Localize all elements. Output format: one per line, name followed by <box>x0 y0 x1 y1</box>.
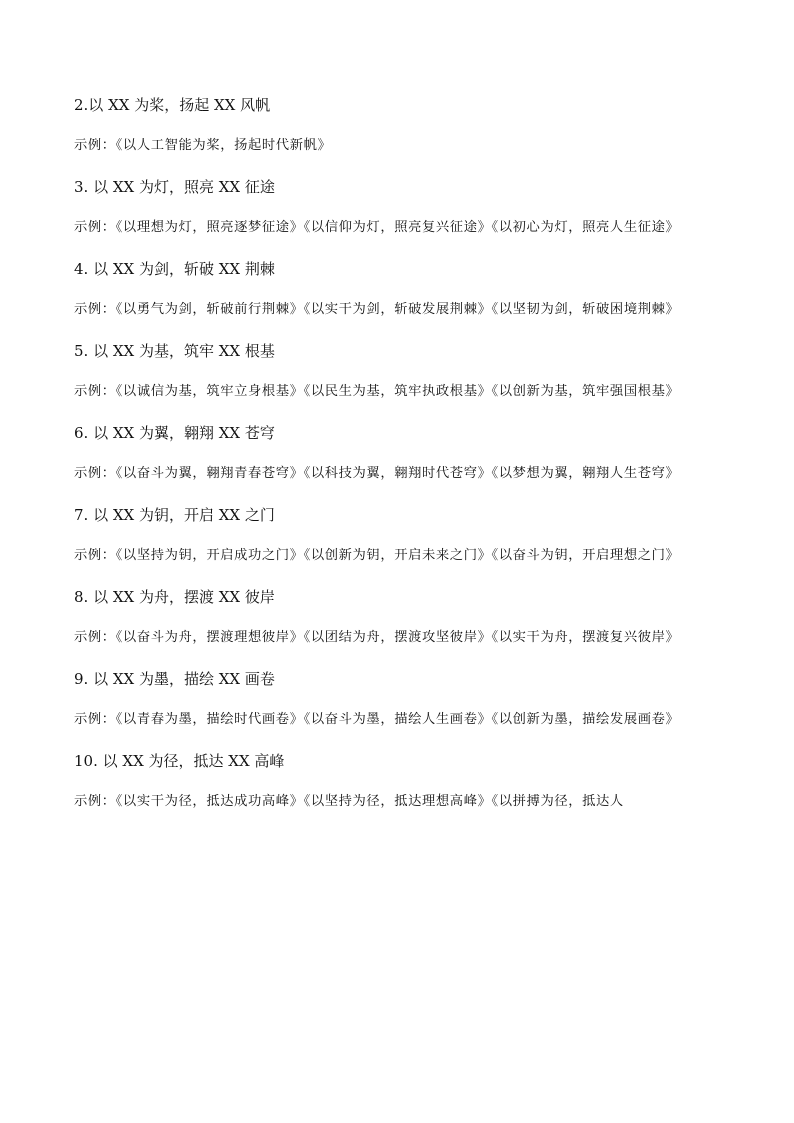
list-item <box>74 339 724 407</box>
item-heading: 7. 以 XX 为钥，开启 XX 之门 <box>74 506 275 524</box>
item-heading: 6. 以 XX 为翼，翱翔 XX 苍穹 <box>74 424 275 442</box>
item-example: 示例：《以人工智能为桨，扬起时代新帆》 <box>74 138 332 153</box>
item-example: 示例：《以青春为墨，描绘时代画卷》《以奋斗为墨，描绘人生画卷》《以创新为墨，描绘发展画卷》 <box>74 712 680 727</box>
item-heading: 2.以 XX 为桨，扬起 XX 风帆 <box>74 96 271 114</box>
list-item <box>74 749 724 817</box>
item-example: 示例：《以勇气为剑，斩破前行荆棘》《以实干为剑，斩破发展荆棘》《以坚韧为剑，斩破困境荆棘》 <box>74 302 680 317</box>
item-example: 示例：《以理想为灯，照亮逐梦征途》《以信仰为灯，照亮复兴征途》《以初心为灯，照亮人生征途》 <box>74 220 680 235</box>
item-example: 示例：《以实干为径，抵达成功高峰》《以坚持为径，抵达理想高峰》《以拼搏为径，抵达人 <box>74 794 624 809</box>
item-heading: 5. 以 XX 为基，筑牢 XX 根基 <box>74 342 275 360</box>
item-example: 示例：《以奋斗为翼，翱翔青春苍穹》《以科技为翼，翱翔时代苍穹》《以梦想为翼，翱翔人生苍穹》 <box>74 466 680 481</box>
item-example: 示例：《以坚持为钥，开启成功之门》《以创新为钥，开启未来之门》《以奋斗为钥，开启理想之门》 <box>74 548 680 563</box>
item-heading: 4. 以 XX 为剑，斩破 XX 荆棘 <box>74 260 275 278</box>
item-example: 示例：《以奋斗为舟，摆渡理想彼岸》《以团结为舟，摆渡攻坚彼岸》《以实干为舟，摆渡复兴彼岸》 <box>74 630 680 645</box>
document-body <box>74 93 724 831</box>
item-heading: 9. 以 XX 为墨，描绘 XX 画卷 <box>74 670 275 688</box>
item-heading: 8. 以 XX 为舟，摆渡 XX 彼岸 <box>74 588 275 606</box>
list-item <box>74 421 724 489</box>
list-item <box>74 667 724 735</box>
item-heading: 3. 以 XX 为灯，照亮 XX 征途 <box>74 178 275 196</box>
list-item <box>74 585 724 653</box>
list-item <box>74 257 724 325</box>
item-example: 示例：《以诚信为基，筑牢立身根基》《以民生为基，筑牢执政根基》《以创新为基，筑牢强国根基》 <box>74 384 680 399</box>
item-heading: 10. 以 XX 为径，抵达 XX 高峰 <box>74 752 285 770</box>
list-item <box>74 93 724 161</box>
list-item <box>74 175 724 243</box>
list-item <box>74 503 724 571</box>
